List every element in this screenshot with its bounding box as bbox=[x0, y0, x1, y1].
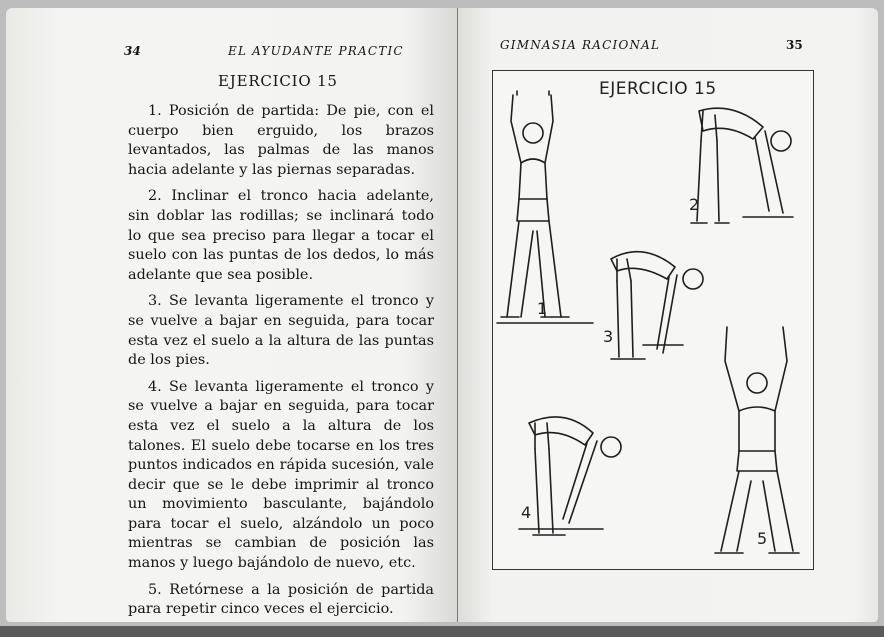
figure-3-toes-touch bbox=[611, 252, 703, 359]
running-head-left: EL AYUDANTE PRACTIC bbox=[228, 44, 404, 58]
figure-label-5: 5 bbox=[757, 529, 768, 548]
running-head-right: GIMNASIA RACIONAL bbox=[500, 38, 661, 52]
figure-label-4: 4 bbox=[521, 503, 532, 522]
instruction-paragraph-3: 3. Se levanta ligeramente el tronco y se vuelve a bajar en seguida, para tocar esta vez el suelo a la altura de las puntas de los pies. bbox=[128, 293, 434, 369]
exercise-instructions bbox=[128, 102, 434, 627]
figure-title: EJERCICIO 15 bbox=[599, 79, 717, 99]
figure-label-3: 3 bbox=[603, 327, 614, 346]
instruction-paragraph-4: 4. Se levanta ligeramente el tronco y se vuelve a bajar en seguida, para tocar esta vez el suelo a la altura de los talones. El suelo debe tocarse en los tres puntos indicados en rápida sucesión, vale decir que se le debe imprimir al tronco un movimiento basculante, bajándolo para tocar el suelo, alzándolo un poco mientras se cambian de posición las manos y luego bajándolo de nuevo, etc. bbox=[128, 378, 434, 572]
page-number-right: 35 bbox=[786, 38, 803, 52]
right-page bbox=[458, 8, 878, 622]
figure-1-standing bbox=[501, 91, 569, 317]
figure-4-heels-touch bbox=[519, 417, 621, 535]
figure-label-2: 2 bbox=[689, 195, 700, 214]
table-surface bbox=[0, 626, 884, 637]
exercise-illustration bbox=[492, 70, 814, 570]
exercise-figures-drawing bbox=[493, 71, 813, 569]
instruction-paragraph-2: 2. Inclinar el tronco hacia adelante, sin doblar las rodillas; se inclinará todo lo que sea preciso para llegar a tocar el suelo con las puntas de los dedos, lo más adelante que sea posible. bbox=[128, 188, 434, 283]
page-number-left: 34 bbox=[124, 44, 141, 58]
instruction-paragraph-5: 5. Retórnese a la posición de partida para repetir cinco veces el ejercicio. bbox=[128, 581, 434, 618]
left-page bbox=[6, 8, 458, 622]
instruction-paragraph-1: 1. Posición de partida: De pie, con el cuerpo bien erguido, los brazos levantados, las palmas de las manos hacia adelante y las piernas separadas. bbox=[128, 103, 434, 178]
figure-2-bent-forward bbox=[691, 108, 793, 223]
figure-label-1: 1 bbox=[537, 299, 548, 318]
exercise-title: EJERCICIO 15 bbox=[218, 72, 338, 90]
book-spread bbox=[6, 8, 878, 626]
figure-5-standing bbox=[715, 327, 799, 553]
